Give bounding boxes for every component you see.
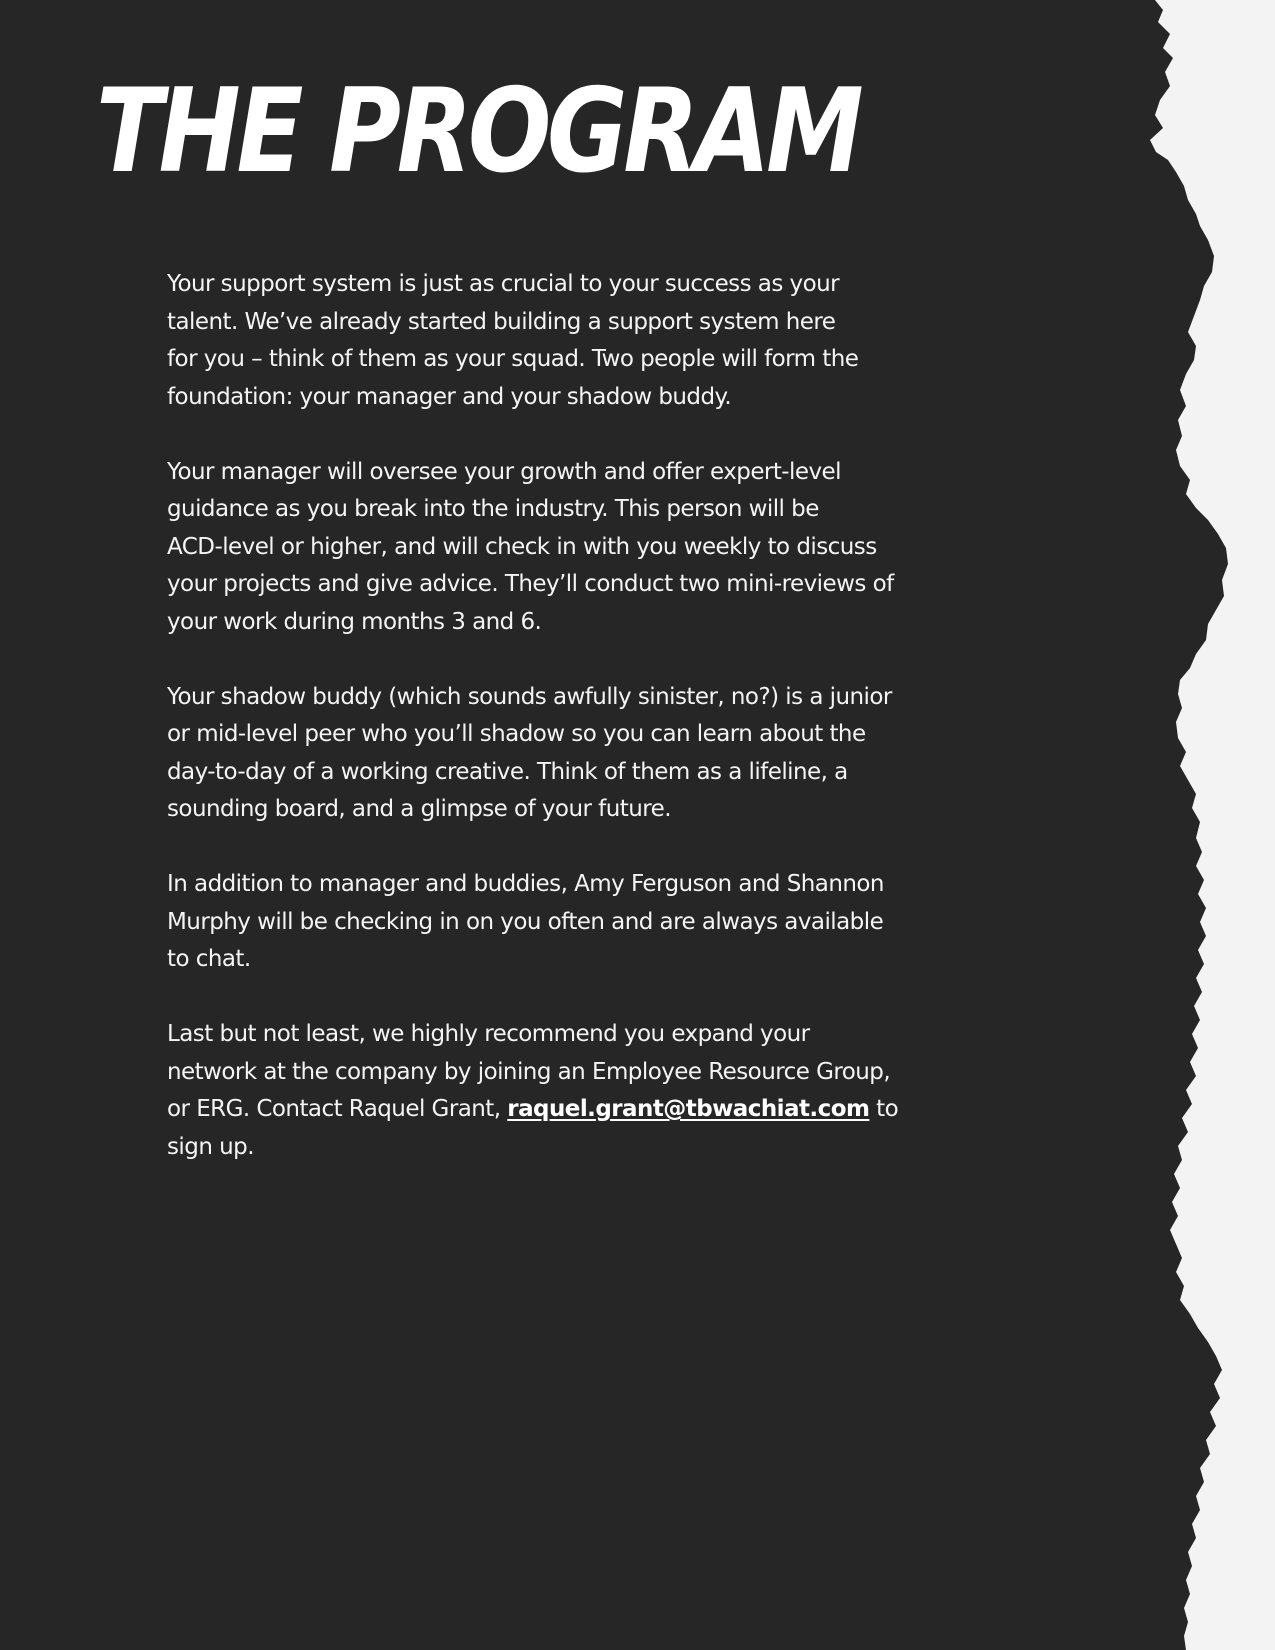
text-line: network at the company by joining an Employee Resource Group, — [167, 1058, 891, 1085]
email-link[interactable]: raquel.grant@tbwachiat.com — [507, 1096, 870, 1122]
text-line: guidance as you break into the industry. This person will be — [167, 496, 819, 522]
text-line: your work during months 3 and 6. — [167, 608, 542, 635]
text-line: day-to-day of a working creative. Think of them as a lifeline, a — [167, 758, 848, 785]
text-line: foundation: your manager and your shadow buddy. — [167, 383, 732, 410]
text-line: In addition to manager and buddies, Amy Ferguson and Shannon — [167, 871, 884, 897]
contact-prefix: or ERG. Contact Raquel Grant, — [167, 1096, 508, 1122]
paragraph-support-system — [167, 266, 887, 416]
paragraph-erg — [167, 1016, 899, 1166]
paragraph-check-ins — [167, 866, 887, 979]
text-line: Your shadow buddy (which sounds awfully sinister, no?) is a junior — [167, 683, 892, 710]
body-text — [167, 266, 899, 1204]
contact-suffix: to — [869, 1096, 899, 1122]
contact-line — [167, 1091, 899, 1129]
text-line: Murphy will be checking in on you often and are always available — [167, 908, 884, 935]
text-line: talent. We’ve already started building a support system here — [167, 308, 836, 335]
text-line: or mid-level peer who you’ll shadow so you can learn about the — [167, 721, 866, 747]
text-line: ACD-level or higher, and will check in with you weekly to discuss — [167, 533, 877, 560]
text-line: Last but not least, we highly recommend you expand your — [167, 1021, 810, 1047]
text-line: sign up. — [167, 1133, 254, 1160]
text-line: to chat. — [167, 946, 251, 972]
text-line: Your support system is just as crucial to your success as your — [167, 271, 840, 297]
text-line: sounding board, and a glimpse of your future. — [167, 796, 671, 822]
paragraph-manager — [167, 454, 894, 642]
page-title: THE PROGRAM — [96, 64, 860, 199]
paragraph-shadow-buddy — [167, 679, 892, 829]
text-line: Your manager will oversee your growth and offer expert-level — [167, 458, 841, 485]
text-line: your projects and give advice. They’ll conduct two mini-reviews of — [167, 571, 894, 597]
text-line: for you – think of them as your squad. Two people will form the — [167, 346, 859, 372]
